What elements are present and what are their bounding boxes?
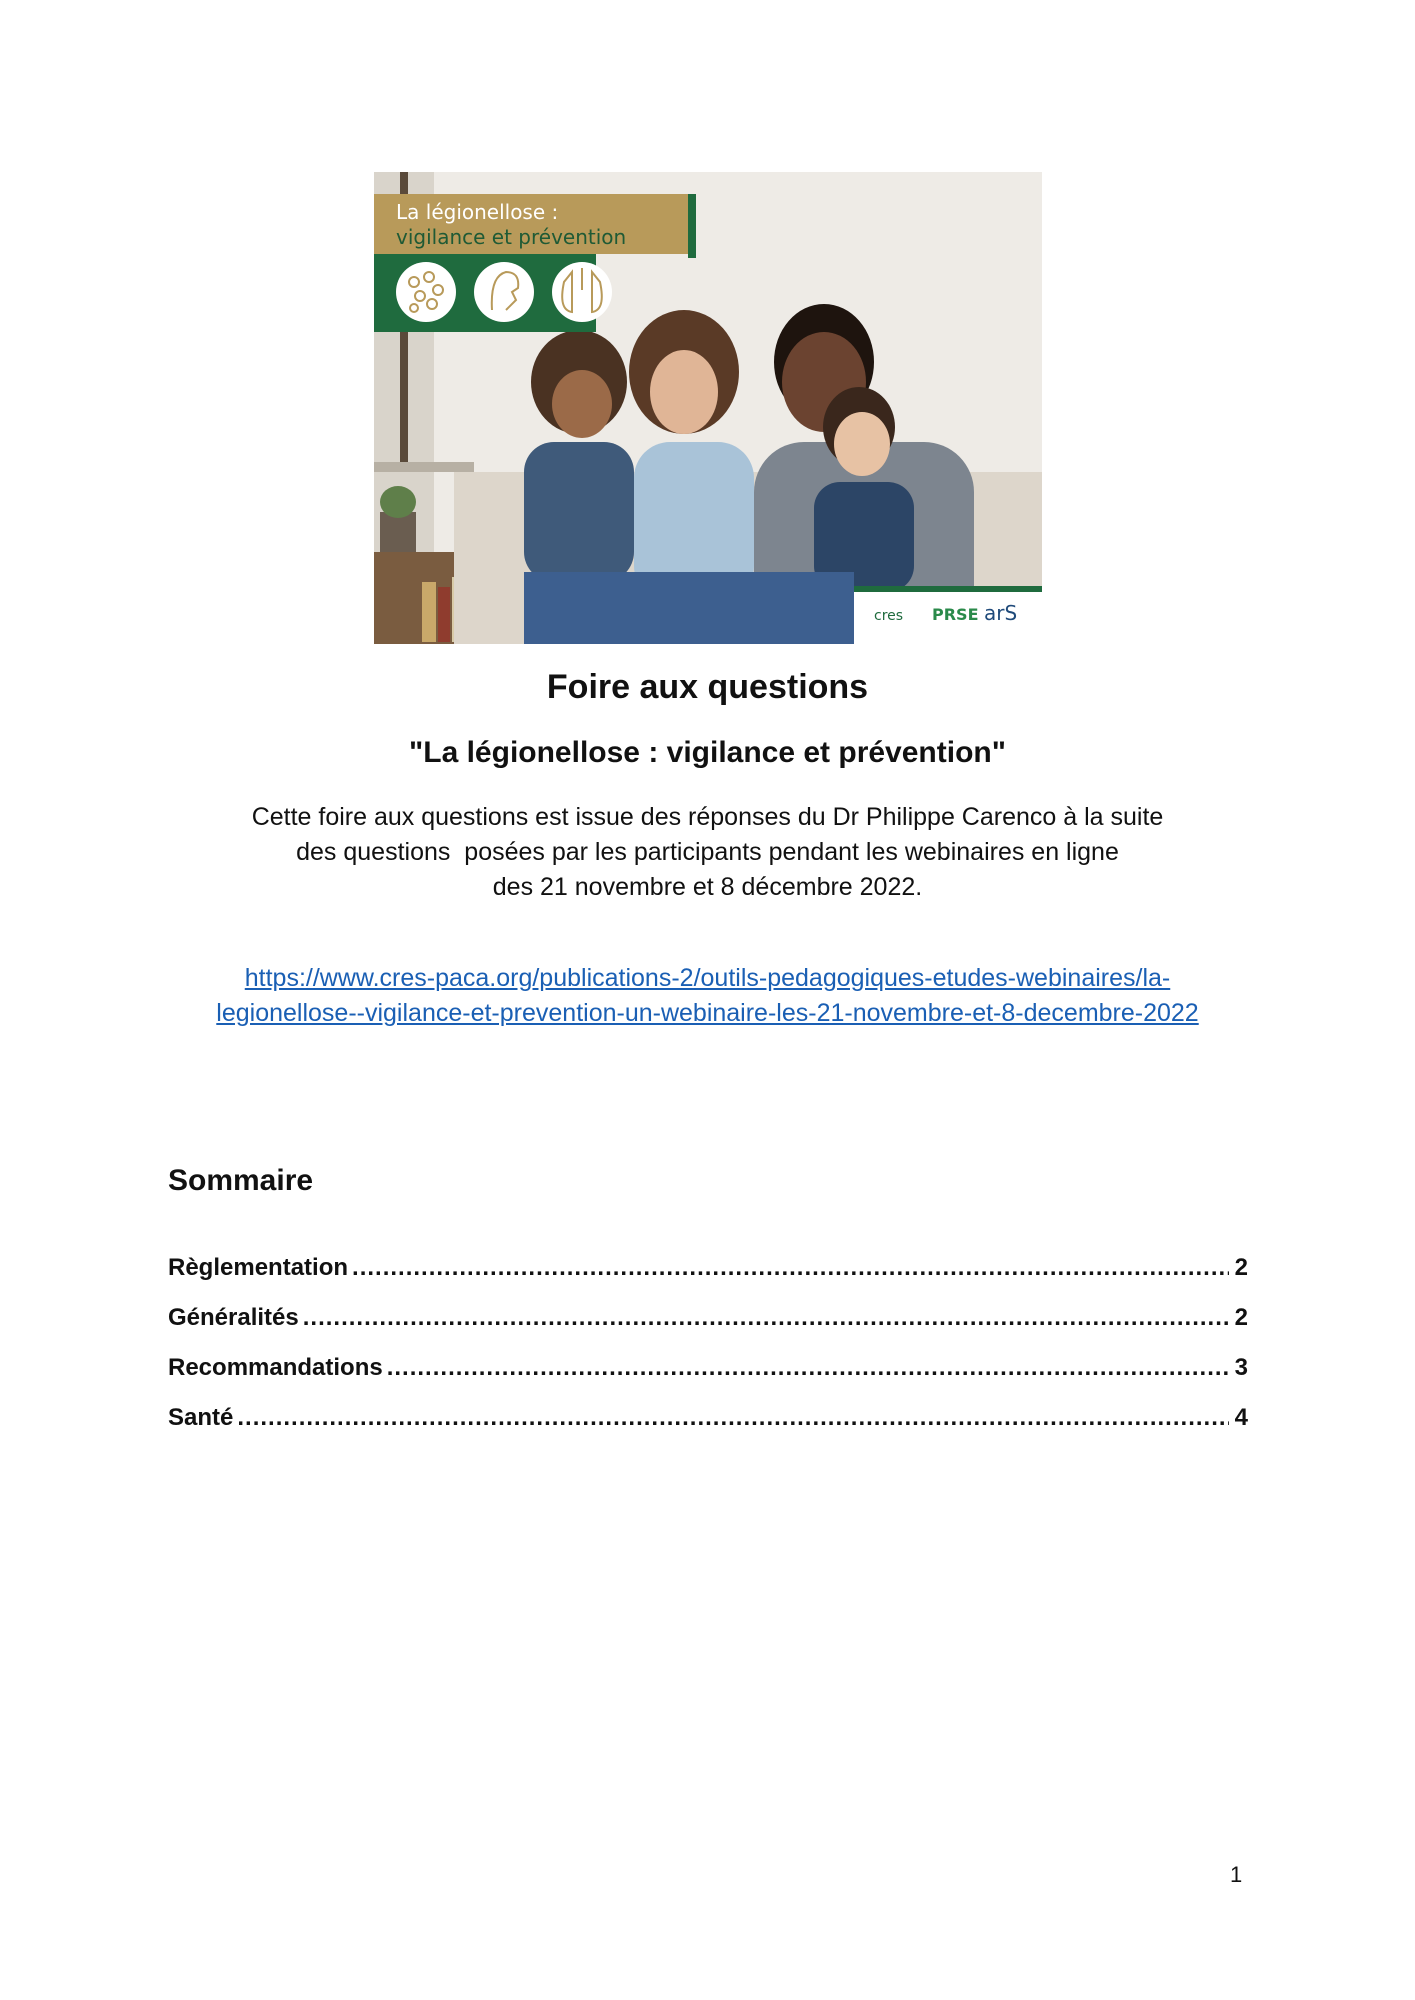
intro-line: des 21 novembre et 8 décembre 2022. <box>492 873 923 901</box>
intro-line: Cette foire aux questions est issue des réponses du Dr Philippe Carenco à la suite <box>251 803 1164 831</box>
toc-item-sante[interactable] <box>168 1404 1248 1454</box>
logo-ars: arS <box>984 601 1018 625</box>
toc-item-label: Généralités <box>168 1304 299 1331</box>
webinar-link-line1[interactable]: https://www.cres-paca.org/publications-2/outils-pedagogiques-etudes-webinaires/la- <box>244 964 1171 992</box>
toc-item-recommandations[interactable] <box>168 1354 1248 1404</box>
toc-item-page: 4 <box>1234 1404 1248 1431</box>
toc-item-page: 2 <box>1234 1304 1248 1331</box>
intro-line: des questions posées par les participants pendant les webinaires en ligne <box>296 838 1119 866</box>
toc-leader-dots <box>237 1404 1228 1432</box>
page-title: Foire aux questions <box>546 668 869 706</box>
cover-banner-image <box>374 172 1042 644</box>
toc-item-label: Recommandations <box>168 1354 383 1381</box>
toc-item-generalites[interactable] <box>168 1304 1248 1354</box>
toc-item-page: 3 <box>1234 1354 1248 1381</box>
family-photo <box>374 172 1042 644</box>
webinar-link[interactable] <box>0 961 1415 1031</box>
logo-cres: cres <box>874 608 904 624</box>
toc-item-page: 2 <box>1234 1254 1248 1281</box>
logo-prse: PRSE <box>932 605 979 624</box>
intro-paragraph <box>0 800 1415 905</box>
toc-item-reglementation[interactable] <box>168 1254 1248 1304</box>
webinar-link-line2[interactable]: legionellose--vigilance-et-prevention-un-webinaire-les-21-novembre-et-8-decembre-2022 <box>216 999 1199 1027</box>
toc-heading: Sommaire <box>168 1164 314 1197</box>
toc-item-label: Santé <box>168 1404 234 1431</box>
banner-title-line2: vigilance et prévention <box>396 225 627 249</box>
toc-leader-dots <box>352 1254 1229 1282</box>
table-of-contents <box>168 1254 1248 1454</box>
toc-item-label: Règlementation <box>168 1254 349 1281</box>
page-number: 1 <box>1230 1862 1243 1887</box>
banner-title-line1: La légionellose : <box>396 200 559 224</box>
toc-leader-dots <box>387 1354 1229 1382</box>
toc-leader-dots <box>303 1304 1229 1332</box>
page-subtitle: "La légionellose : vigilance et prévention" <box>409 736 1006 769</box>
